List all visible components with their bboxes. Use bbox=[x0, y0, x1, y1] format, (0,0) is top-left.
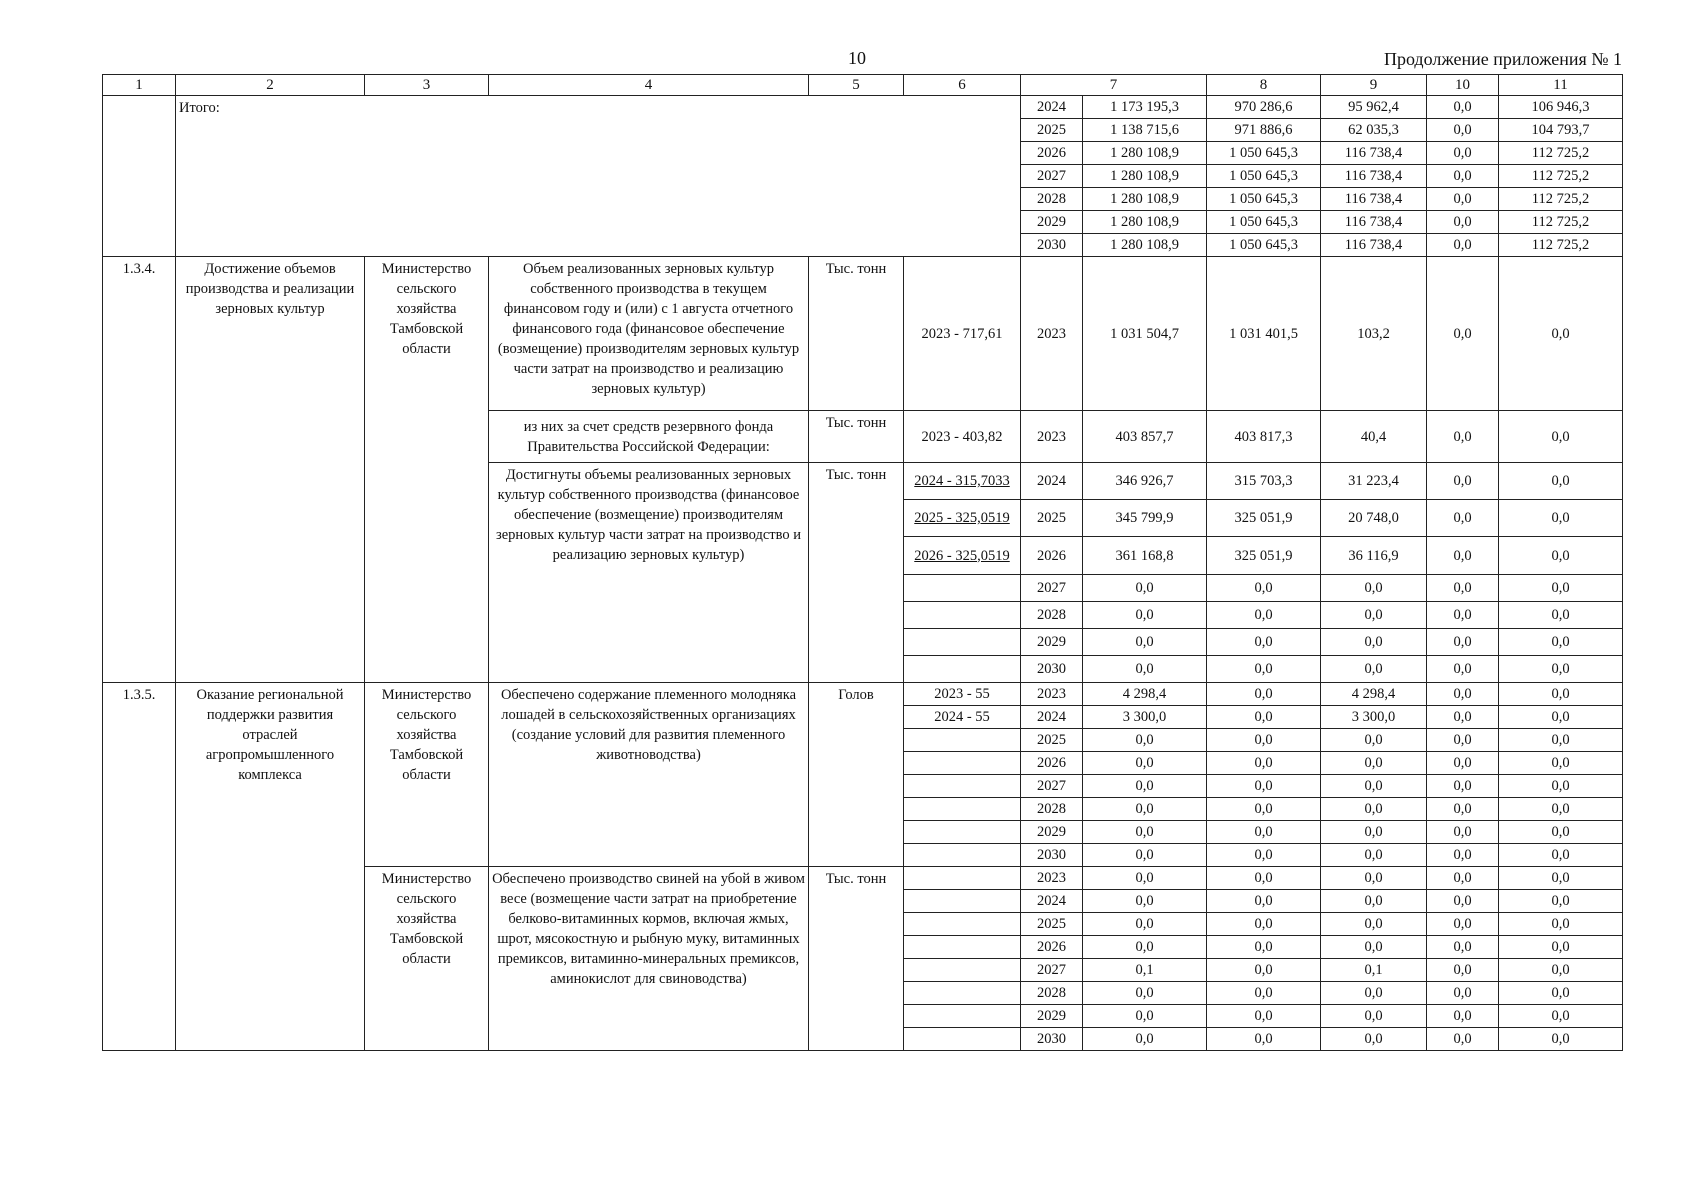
year-cell: 2024 bbox=[1021, 706, 1083, 729]
federal-cell: 0,0 bbox=[1207, 867, 1321, 890]
municipal-cell: 0,0 bbox=[1427, 867, 1499, 890]
year-cell: 2027 bbox=[1021, 165, 1083, 188]
municipal-cell: 0,0 bbox=[1427, 656, 1499, 683]
federal-cell: 1 050 645,3 bbox=[1207, 234, 1321, 257]
total-cell: 1 280 108,9 bbox=[1083, 211, 1207, 234]
column-header: 10 bbox=[1427, 75, 1499, 96]
municipal-cell: 0,0 bbox=[1427, 1028, 1499, 1051]
empty-cell bbox=[904, 752, 1021, 775]
executor-cell: Министерство сельского хозяйства Тамбовской области bbox=[365, 257, 489, 683]
regional-cell: 0,0 bbox=[1321, 890, 1427, 913]
extra-budget-cell: 0,0 bbox=[1499, 821, 1623, 844]
regional-cell: 0,0 bbox=[1321, 798, 1427, 821]
municipal-cell: 0,0 bbox=[1427, 500, 1499, 537]
unit-cell: Тыс. тонн bbox=[809, 463, 904, 683]
column-header: 6 bbox=[904, 75, 1021, 96]
federal-cell: 0,0 bbox=[1207, 775, 1321, 798]
regional-cell: 0,0 bbox=[1321, 1005, 1427, 1028]
empty-cell bbox=[904, 575, 1021, 602]
federal-cell: 0,0 bbox=[1207, 821, 1321, 844]
target-value: 2026 - 325,0519 bbox=[914, 547, 1010, 564]
target-cell bbox=[904, 463, 1021, 500]
extra-budget-cell: 0,0 bbox=[1499, 844, 1623, 867]
unit-cell: Тыс. тонн bbox=[809, 411, 904, 463]
total-cell: 0,0 bbox=[1083, 798, 1207, 821]
extra-budget-cell: 0,0 bbox=[1499, 982, 1623, 1005]
empty-cell bbox=[904, 936, 1021, 959]
column-header: 4 bbox=[489, 75, 809, 96]
empty-cell bbox=[904, 775, 1021, 798]
year-cell: 2028 bbox=[1021, 602, 1083, 629]
federal-cell: 0,0 bbox=[1207, 629, 1321, 656]
column-header: 5 bbox=[809, 75, 904, 96]
extra-budget-cell: 0,0 bbox=[1499, 936, 1623, 959]
regional-cell: 36 116,9 bbox=[1321, 537, 1427, 575]
table-body bbox=[103, 75, 1623, 1051]
empty-cell bbox=[904, 959, 1021, 982]
regional-cell: 31 223,4 bbox=[1321, 463, 1427, 500]
column-header: 1 bbox=[103, 75, 176, 96]
empty-cell bbox=[904, 798, 1021, 821]
extra-budget-cell: 0,0 bbox=[1499, 706, 1623, 729]
total-cell: 1 173 195,3 bbox=[1083, 96, 1207, 119]
total-cell: 0,0 bbox=[1083, 602, 1207, 629]
section-name: Достижение объемов производства и реализации зерновых культур bbox=[176, 257, 365, 683]
section-number: 1.3.4. bbox=[103, 257, 176, 683]
federal-cell: 0,0 bbox=[1207, 1005, 1321, 1028]
target-cell: 2023 - 717,61 bbox=[904, 257, 1021, 411]
federal-cell: 1 050 645,3 bbox=[1207, 165, 1321, 188]
empty-cell bbox=[904, 890, 1021, 913]
empty-cell bbox=[904, 982, 1021, 1005]
section-name: Оказание региональной поддержки развития отраслей агропромышленного комплекса bbox=[176, 683, 365, 1051]
federal-cell: 0,0 bbox=[1207, 575, 1321, 602]
municipal-cell: 0,0 bbox=[1427, 1005, 1499, 1028]
year-cell: 2030 bbox=[1021, 844, 1083, 867]
extra-budget-cell: 112 725,2 bbox=[1499, 234, 1623, 257]
regional-cell: 0,0 bbox=[1321, 602, 1427, 629]
indicator-text: Достигнуты объемы реализованных зерновых культур собственного производства (финансовое обеспечение (возмещение) производителям зерновых культур части затрат на производство и реализацию зерновых культур) bbox=[489, 463, 809, 683]
regional-cell: 0,0 bbox=[1321, 775, 1427, 798]
total-cell: 0,0 bbox=[1083, 775, 1207, 798]
total-cell: 1 280 108,9 bbox=[1083, 188, 1207, 211]
total-cell: 1 031 504,7 bbox=[1083, 257, 1207, 411]
year-cell: 2026 bbox=[1021, 936, 1083, 959]
year-cell: 2024 bbox=[1021, 463, 1083, 500]
extra-budget-cell: 106 946,3 bbox=[1499, 96, 1623, 119]
municipal-cell: 0,0 bbox=[1427, 411, 1499, 463]
year-cell: 2029 bbox=[1021, 211, 1083, 234]
regional-cell: 0,0 bbox=[1321, 629, 1427, 656]
year-cell: 2026 bbox=[1021, 537, 1083, 575]
total-cell: 0,0 bbox=[1083, 936, 1207, 959]
total-cell: 346 926,7 bbox=[1083, 463, 1207, 500]
year-cell: 2023 bbox=[1021, 257, 1083, 411]
federal-cell: 0,0 bbox=[1207, 752, 1321, 775]
total-cell: 403 857,7 bbox=[1083, 411, 1207, 463]
table-row bbox=[103, 96, 1623, 119]
column-header-row bbox=[103, 75, 1623, 96]
year-cell: 2030 bbox=[1021, 1028, 1083, 1051]
extra-budget-cell: 0,0 bbox=[1499, 775, 1623, 798]
municipal-cell: 0,0 bbox=[1427, 537, 1499, 575]
table-row bbox=[103, 683, 1623, 706]
unit-cell: Тыс. тонн bbox=[809, 867, 904, 1051]
extra-budget-cell: 104 793,7 bbox=[1499, 119, 1623, 142]
year-cell: 2028 bbox=[1021, 982, 1083, 1005]
empty-cell bbox=[904, 913, 1021, 936]
indicator-text: Обеспечено производство свиней на убой в живом весе (возмещение части затрат на приобретение белково-витаминных кормов, включая жмых, шрот, мясокостную и рыбную муку, витаминных премиксов, витаминно-минеральных премиксов, аминокислот для свиноводства) bbox=[489, 867, 809, 1051]
total-cell: 0,0 bbox=[1083, 656, 1207, 683]
total-cell: 0,0 bbox=[1083, 729, 1207, 752]
year-cell: 2028 bbox=[1021, 188, 1083, 211]
target-cell bbox=[904, 537, 1021, 575]
column-header: 8 bbox=[1207, 75, 1321, 96]
total-cell: 0,0 bbox=[1083, 821, 1207, 844]
municipal-cell: 0,0 bbox=[1427, 844, 1499, 867]
year-cell: 2027 bbox=[1021, 575, 1083, 602]
federal-cell: 0,0 bbox=[1207, 982, 1321, 1005]
municipal-cell: 0,0 bbox=[1427, 463, 1499, 500]
regional-cell: 0,0 bbox=[1321, 1028, 1427, 1051]
federal-cell: 1 050 645,3 bbox=[1207, 211, 1321, 234]
municipal-cell: 0,0 bbox=[1427, 821, 1499, 844]
extra-budget-cell: 0,0 bbox=[1499, 500, 1623, 537]
extra-budget-cell: 0,0 bbox=[1499, 1005, 1623, 1028]
federal-cell: 0,0 bbox=[1207, 1028, 1321, 1051]
municipal-cell: 0,0 bbox=[1427, 798, 1499, 821]
total-cell: 0,0 bbox=[1083, 575, 1207, 602]
empty-cell bbox=[904, 602, 1021, 629]
extra-budget-cell: 0,0 bbox=[1499, 411, 1623, 463]
total-cell: 1 280 108,9 bbox=[1083, 142, 1207, 165]
program-table bbox=[102, 74, 1623, 1051]
total-label: Итого: bbox=[176, 96, 1021, 257]
federal-cell: 0,0 bbox=[1207, 729, 1321, 752]
municipal-cell: 0,0 bbox=[1427, 775, 1499, 798]
regional-cell: 116 738,4 bbox=[1321, 142, 1427, 165]
federal-cell: 1 050 645,3 bbox=[1207, 188, 1321, 211]
regional-cell: 0,0 bbox=[1321, 844, 1427, 867]
extra-budget-cell: 0,0 bbox=[1499, 463, 1623, 500]
target-value: 2025 - 325,0519 bbox=[914, 510, 1010, 526]
target-cell bbox=[904, 500, 1021, 537]
regional-cell: 0,0 bbox=[1321, 752, 1427, 775]
total-cell: 1 138 715,6 bbox=[1083, 119, 1207, 142]
extra-budget-cell: 0,0 bbox=[1499, 959, 1623, 982]
municipal-cell: 0,0 bbox=[1427, 96, 1499, 119]
municipal-cell: 0,0 bbox=[1427, 234, 1499, 257]
extra-budget-cell: 0,0 bbox=[1499, 629, 1623, 656]
appendix-continuation-caption: Продолжение приложения № 1 bbox=[1383, 49, 1622, 69]
federal-cell: 0,0 bbox=[1207, 683, 1321, 706]
empty-cell bbox=[904, 629, 1021, 656]
executor-cell: Министерство сельского хозяйства Тамбовской области bbox=[365, 867, 489, 1051]
column-header: 3 bbox=[365, 75, 489, 96]
federal-cell: 0,0 bbox=[1207, 602, 1321, 629]
year-cell: 2026 bbox=[1021, 752, 1083, 775]
target-cell: 2023 - 55 bbox=[904, 683, 1021, 706]
total-cell: 0,0 bbox=[1083, 629, 1207, 656]
regional-cell: 0,0 bbox=[1321, 821, 1427, 844]
federal-cell: 403 817,3 bbox=[1207, 411, 1321, 463]
target-cell: 2024 - 55 bbox=[904, 706, 1021, 729]
regional-cell: 0,0 bbox=[1321, 867, 1427, 890]
target-cell: 2023 - 403,82 bbox=[904, 411, 1021, 463]
municipal-cell: 0,0 bbox=[1427, 211, 1499, 234]
municipal-cell: 0,0 bbox=[1427, 706, 1499, 729]
extra-budget-cell: 0,0 bbox=[1499, 890, 1623, 913]
year-cell: 2025 bbox=[1021, 500, 1083, 537]
total-cell: 361 168,8 bbox=[1083, 537, 1207, 575]
total-cell: 0,0 bbox=[1083, 890, 1207, 913]
indicator-text: Обеспечено содержание племенного молодняка лошадей в сельскохозяйственных организациях (создание условий для развития племенного животноводства) bbox=[489, 683, 809, 867]
column-header: 11 bbox=[1499, 75, 1623, 96]
year-cell: 2023 bbox=[1021, 683, 1083, 706]
municipal-cell: 0,0 bbox=[1427, 188, 1499, 211]
regional-cell: 0,0 bbox=[1321, 729, 1427, 752]
unit-cell: Тыс. тонн bbox=[809, 257, 904, 411]
total-cell: 1 280 108,9 bbox=[1083, 234, 1207, 257]
year-cell: 2029 bbox=[1021, 1005, 1083, 1028]
municipal-cell: 0,0 bbox=[1427, 119, 1499, 142]
federal-cell: 325 051,9 bbox=[1207, 537, 1321, 575]
year-cell: 2025 bbox=[1021, 913, 1083, 936]
executor-cell: Министерство сельского хозяйства Тамбовской области bbox=[365, 683, 489, 867]
year-cell: 2030 bbox=[1021, 234, 1083, 257]
municipal-cell: 0,0 bbox=[1427, 142, 1499, 165]
column-header: 7 bbox=[1021, 75, 1207, 96]
extra-budget-cell: 112 725,2 bbox=[1499, 165, 1623, 188]
empty-cell bbox=[904, 844, 1021, 867]
column-header: 2 bbox=[176, 75, 365, 96]
extra-budget-cell: 0,0 bbox=[1499, 656, 1623, 683]
regional-cell: 116 738,4 bbox=[1321, 234, 1427, 257]
empty-cell bbox=[103, 96, 176, 257]
federal-cell: 0,0 bbox=[1207, 798, 1321, 821]
section-number: 1.3.5. bbox=[103, 683, 176, 1051]
year-cell: 2030 bbox=[1021, 656, 1083, 683]
total-cell: 4 298,4 bbox=[1083, 683, 1207, 706]
total-cell: 0,0 bbox=[1083, 844, 1207, 867]
regional-cell: 116 738,4 bbox=[1321, 165, 1427, 188]
federal-cell: 0,0 bbox=[1207, 656, 1321, 683]
total-cell: 0,0 bbox=[1083, 752, 1207, 775]
total-cell: 0,0 bbox=[1083, 913, 1207, 936]
year-cell: 2029 bbox=[1021, 821, 1083, 844]
total-cell: 3 300,0 bbox=[1083, 706, 1207, 729]
indicator-text: из них за счет средств резервного фонда Правительства Российской Федерации: bbox=[489, 411, 809, 463]
total-cell: 0,0 bbox=[1083, 1028, 1207, 1051]
municipal-cell: 0,0 bbox=[1427, 752, 1499, 775]
indicator-text: Объем реализованных зерновых культур собственного производства в текущем финансовом году и (или) с 1 августа отчетного финансового года (финансовое обеспечение (возмещение) производителям зерновых культур части затрат на производство и реализацию зерновых культур) bbox=[489, 257, 809, 411]
table-row bbox=[103, 257, 1623, 411]
regional-cell: 0,0 bbox=[1321, 982, 1427, 1005]
total-cell: 0,1 bbox=[1083, 959, 1207, 982]
federal-cell: 971 886,6 bbox=[1207, 119, 1321, 142]
extra-budget-cell: 0,0 bbox=[1499, 257, 1623, 411]
regional-cell: 40,4 bbox=[1321, 411, 1427, 463]
unit-cell: Голов bbox=[809, 683, 904, 867]
municipal-cell: 0,0 bbox=[1427, 959, 1499, 982]
year-cell: 2024 bbox=[1021, 890, 1083, 913]
federal-cell: 970 286,6 bbox=[1207, 96, 1321, 119]
regional-cell: 0,0 bbox=[1321, 936, 1427, 959]
empty-cell bbox=[904, 729, 1021, 752]
extra-budget-cell: 0,0 bbox=[1499, 729, 1623, 752]
extra-budget-cell: 112 725,2 bbox=[1499, 142, 1623, 165]
year-cell: 2027 bbox=[1021, 959, 1083, 982]
total-cell: 345 799,9 bbox=[1083, 500, 1207, 537]
column-header: 9 bbox=[1321, 75, 1427, 96]
regional-cell: 95 962,4 bbox=[1321, 96, 1427, 119]
regional-cell: 3 300,0 bbox=[1321, 706, 1427, 729]
extra-budget-cell: 0,0 bbox=[1499, 798, 1623, 821]
municipal-cell: 0,0 bbox=[1427, 575, 1499, 602]
federal-cell: 315 703,3 bbox=[1207, 463, 1321, 500]
municipal-cell: 0,0 bbox=[1427, 913, 1499, 936]
municipal-cell: 0,0 bbox=[1427, 165, 1499, 188]
total-cell: 0,0 bbox=[1083, 867, 1207, 890]
year-cell: 2027 bbox=[1021, 775, 1083, 798]
year-cell: 2025 bbox=[1021, 729, 1083, 752]
extra-budget-cell: 0,0 bbox=[1499, 867, 1623, 890]
regional-cell: 62 035,3 bbox=[1321, 119, 1427, 142]
empty-cell bbox=[904, 1028, 1021, 1051]
regional-cell: 0,1 bbox=[1321, 959, 1427, 982]
federal-cell: 0,0 bbox=[1207, 844, 1321, 867]
municipal-cell: 0,0 bbox=[1427, 629, 1499, 656]
regional-cell: 0,0 bbox=[1321, 913, 1427, 936]
federal-cell: 0,0 bbox=[1207, 706, 1321, 729]
total-cell: 0,0 bbox=[1083, 982, 1207, 1005]
extra-budget-cell: 0,0 bbox=[1499, 1028, 1623, 1051]
empty-cell bbox=[904, 821, 1021, 844]
extra-budget-cell: 0,0 bbox=[1499, 575, 1623, 602]
total-cell: 0,0 bbox=[1083, 1005, 1207, 1028]
regional-cell: 116 738,4 bbox=[1321, 211, 1427, 234]
year-cell: 2024 bbox=[1021, 96, 1083, 119]
target-value: 2024 - 315,7033 bbox=[914, 473, 1010, 489]
extra-budget-cell: 0,0 bbox=[1499, 683, 1623, 706]
federal-cell: 0,0 bbox=[1207, 959, 1321, 982]
year-cell: 2025 bbox=[1021, 119, 1083, 142]
municipal-cell: 0,0 bbox=[1427, 257, 1499, 411]
empty-cell bbox=[904, 1005, 1021, 1028]
regional-cell: 0,0 bbox=[1321, 575, 1427, 602]
regional-cell: 116 738,4 bbox=[1321, 188, 1427, 211]
extra-budget-cell: 112 725,2 bbox=[1499, 188, 1623, 211]
extra-budget-cell: 0,0 bbox=[1499, 602, 1623, 629]
municipal-cell: 0,0 bbox=[1427, 936, 1499, 959]
regional-cell: 103,2 bbox=[1321, 257, 1427, 411]
empty-cell bbox=[904, 656, 1021, 683]
extra-budget-cell: 0,0 bbox=[1499, 752, 1623, 775]
total-cell: 1 280 108,9 bbox=[1083, 165, 1207, 188]
regional-cell: 4 298,4 bbox=[1321, 683, 1427, 706]
municipal-cell: 0,0 bbox=[1427, 602, 1499, 629]
federal-cell: 1 050 645,3 bbox=[1207, 142, 1321, 165]
year-cell: 2028 bbox=[1021, 798, 1083, 821]
year-cell: 2023 bbox=[1021, 411, 1083, 463]
regional-cell: 20 748,0 bbox=[1321, 500, 1427, 537]
regional-cell: 0,0 bbox=[1321, 656, 1427, 683]
page-number: 10 bbox=[848, 48, 866, 68]
year-cell: 2026 bbox=[1021, 142, 1083, 165]
municipal-cell: 0,0 bbox=[1427, 729, 1499, 752]
federal-cell: 0,0 bbox=[1207, 890, 1321, 913]
federal-cell: 0,0 bbox=[1207, 913, 1321, 936]
federal-cell: 0,0 bbox=[1207, 936, 1321, 959]
municipal-cell: 0,0 bbox=[1427, 982, 1499, 1005]
municipal-cell: 0,0 bbox=[1427, 683, 1499, 706]
federal-cell: 325 051,9 bbox=[1207, 500, 1321, 537]
federal-cell: 1 031 401,5 bbox=[1207, 257, 1321, 411]
year-cell: 2023 bbox=[1021, 867, 1083, 890]
municipal-cell: 0,0 bbox=[1427, 890, 1499, 913]
extra-budget-cell: 0,0 bbox=[1499, 913, 1623, 936]
extra-budget-cell: 112 725,2 bbox=[1499, 211, 1623, 234]
extra-budget-cell: 0,0 bbox=[1499, 537, 1623, 575]
empty-cell bbox=[904, 867, 1021, 890]
year-cell: 2029 bbox=[1021, 629, 1083, 656]
